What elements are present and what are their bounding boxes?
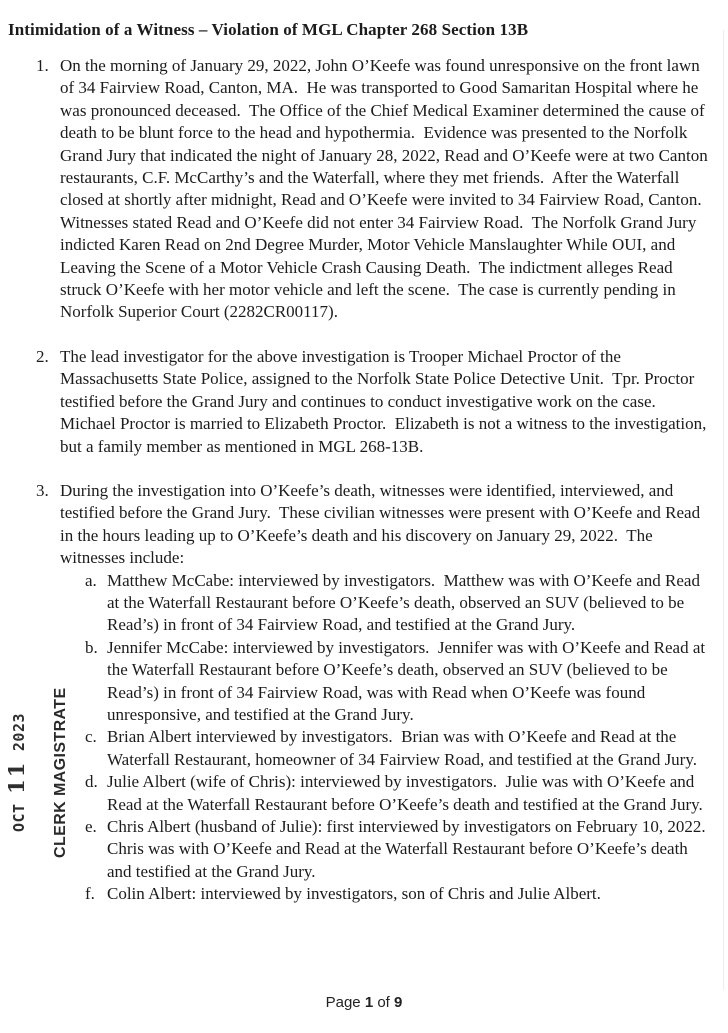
witness-e-text: Chris Albert (husband of Julie): first interviewed by investigators on February 10, 2022. Chris was with O’Keefe and Read at the Waterfall Restaurant before O’Keefe’s death and testified at the Grand Jury. (107, 817, 715, 881)
paragraph-2-number: 2. (36, 346, 49, 366)
clerk-magistrate-stamp: CLERK MAGISTRATE (52, 687, 69, 858)
witness-a-letter: a. (85, 570, 97, 590)
witness-item-a (85, 570, 713, 637)
document-title: Intimidation of a Witness – Violation of MGL Chapter 268 Section 13B (8, 20, 529, 39)
witness-b-text: Jennifer McCabe: interviewed by investigators. Jennifer was with O’Keefe and Read at the Waterfall Restaurant before O’Keefe’s death, observed an SUV (believed to be Read’s) in front of 34 Fairview Road, was with Read when O’Keefe was found unresponsive, and testified at the Grand Jury. (107, 637, 710, 724)
witness-item-d (85, 771, 713, 816)
paragraph-1-number: 1. (36, 56, 49, 75)
page-footer (0, 994, 728, 1011)
witness-c-letter: c. (85, 727, 97, 747)
paragraph-1-text: On the morning of January 29, 2022, John O’Keefe was found unresponsive on the front lawn of 34 Fairview Road, Canton, MA. He was transported to Good Samaritan Hospital where he was pronounced deceased. The Office of the Chief Medical Examiner determined the cause of death to be blunt force to the head and hypothermia. Evidence was presented to the Norfolk Grand Jury that indicated the night of January 28, 2022, Read and O’Keefe were at two Canton restaurants, C.F. McCarthy’s and the Waterfall, where they met friends. After the Waterfall closed at shortly after midnight, Read and O’Keefe were invited to 34 Fairview Road, Canton. Witnesses stated Read and O’Keefe did not enter 34 Fairview Road. The Norfolk Grand Jury indicted Karen Read on 2nd Degree Murder, Motor Vehicle Manslaughter While OUI, and Leaving the Scene of a Motor Vehicle Crash Causing Death. The indictment alleges Read struck O’Keefe with her motor vehicle and left the scene. The case is currently pending in Norfolk Superior Court (2282CR00117). (60, 56, 712, 322)
numbered-paragraph-list (36, 55, 715, 906)
footer-page-label: Page (325, 994, 361, 1011)
witness-a-text: Matthew McCabe: interviewed by investigators. Matthew was with O’Keefe and Read at the Waterfall Restaurant before O’Keefe’s death, observed an SUV (believed to be Read’s) in front of 34 Fairview Road, and testified at the Grand Jury. (107, 570, 705, 635)
witness-f-text: Colin Albert: interviewed by investigators, son of Chris and Julie Albert. (107, 884, 601, 904)
paragraph-3 (36, 480, 715, 906)
witness-item-b (85, 637, 713, 727)
witness-e-letter: e. (85, 817, 97, 836)
witness-d-letter: d. (85, 772, 98, 792)
witness-list (85, 570, 715, 906)
paragraph-2 (36, 346, 713, 458)
stamp-date-year: 2023 (10, 712, 28, 752)
witness-item-e (85, 816, 715, 883)
scan-edge-artifact (723, 30, 724, 990)
witness-item-f (85, 883, 713, 905)
footer-of-label: of (377, 994, 390, 1011)
date-received-stamp (4, 713, 29, 832)
paragraph-2-text: The lead investigator for the above investigation is Trooper Michael Proctor of the Massachusetts State Police, assigned to the Norfolk State Police Detective Unit. Tpr. Proctor testified before the Grand Jury and continues to conduct investigative work on the case. Michael Proctor is married to Elizabeth Proctor. Elizabeth is not a witness to the investigation, but a family member as mentioned in MGL 268-13B. (60, 346, 711, 456)
witness-b-letter: b. (85, 637, 98, 657)
witness-d-text: Julie Albert (wife of Chris): interviewed by investigators. Julie was with O’Keefe and Read at the Waterfall Restaurant before O’Keefe’s death and testified at the Grand Jury. (107, 772, 703, 814)
stamp-date-day: 11 (4, 760, 29, 794)
stamp-date-month: OCT (10, 803, 28, 832)
footer-page-number: 1 (364, 994, 374, 1011)
witness-c-text: Brian Albert interviewed by investigators. Brian was with O’Keefe and Read at the Waterfall Restaurant, homeowner of 34 Fairview Road, and testified at the Grand Jury. (107, 727, 697, 769)
paragraph-1 (36, 55, 713, 324)
footer-total-pages: 9 (394, 994, 403, 1011)
paragraph-3-number: 3. (36, 480, 49, 500)
paragraph-3-text: During the investigation into O’Keefe’s death, witnesses were identified, interviewed, and testified before the Grand Jury. These civilian witnesses were present with O’Keefe and Read in the hours leading up to O’Keefe’s death and his discovery on January 29, 2022. The witnesses include: (60, 480, 705, 568)
witness-item-c (85, 726, 713, 771)
witness-f-letter: f. (85, 884, 95, 904)
